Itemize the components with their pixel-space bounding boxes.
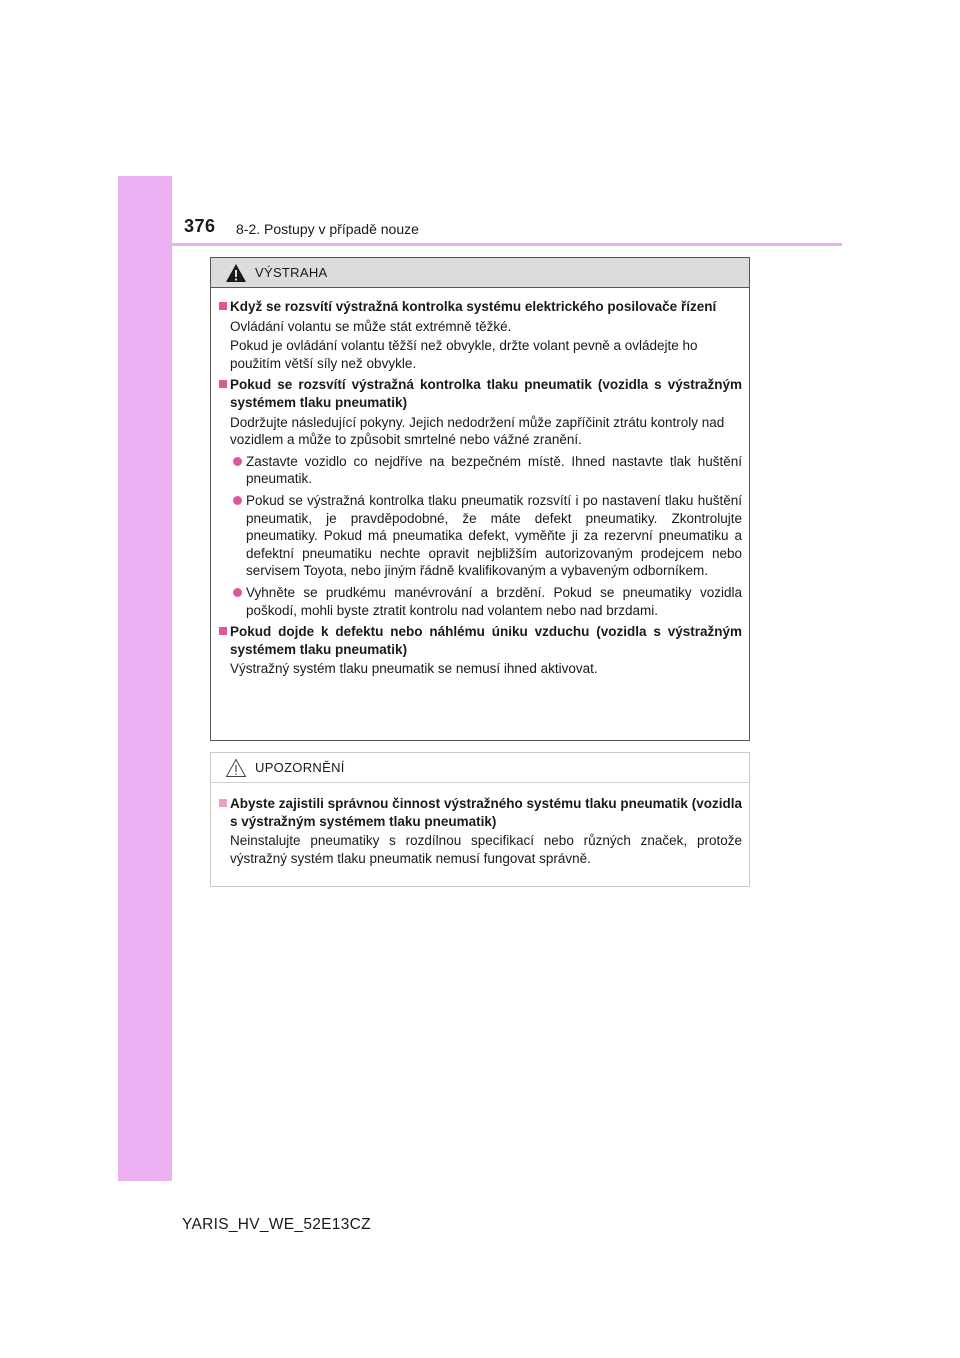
- page-number: 376: [184, 216, 216, 236]
- warning-item-tire-pressure: [219, 376, 742, 619]
- round-bullet-icon: [233, 457, 242, 466]
- item-heading: Pokud se rozsvítí výstražná kontrolka tlaku pneumatik (vozidla s výstražným systémem tlaku pneumatik): [230, 377, 742, 410]
- bullet-text: Zastavte vozidlo co nejdříve na bezpečném místě. Ihned nastavte tlak huštění pneumatik.: [246, 453, 742, 487]
- item-heading: Když se rozsvítí výstražná kontrolka systému elektrického posilovače řízení: [230, 299, 717, 314]
- square-bullet-icon: [219, 627, 227, 635]
- warning-title: VÝSTRAHA: [255, 265, 328, 280]
- item-text: Pokud je ovládání volantu těžší než obvykle, držte volant pevně a ovládejte ho použitím větší síly než obvykle.: [230, 338, 698, 371]
- warning-item-power-steering: [219, 298, 742, 372]
- warning-filled-triangle-icon: [225, 263, 247, 283]
- document-code: YARIS_HV_WE_52E13CZ: [182, 1216, 371, 1233]
- bullet-text: Vyhněte se prudkému manévrování a brzdění. Pokud se pneumatiky vozidla poškodí, mohli byste ztratit kontrolu nad volantem nebo nad brzdami.: [246, 584, 742, 618]
- list-item: [230, 492, 742, 580]
- item-text: Neinstalujte pneumatiky s rozdílnou specifikací nebo různých značek, protože výstražný systém tlaku pneumatik nemusí fungovat správně.: [230, 833, 742, 866]
- section-title: 8-2. Postupy v případě nouze: [236, 221, 419, 237]
- round-bullet-icon: [233, 588, 242, 597]
- item-text: Dodržujte následující pokyny. Jejich nedodržení může zapříčinit ztrátu kontroly nad vozidlem a může to způsobit smrtelné nebo vážné zranění.: [230, 414, 725, 448]
- side-color-band: [118, 176, 172, 1181]
- item-text: Výstražný systém tlaku pneumatik se nemusí ihned aktivovat.: [230, 661, 598, 677]
- square-bullet-icon: [219, 302, 227, 310]
- square-bullet-icon: [219, 799, 227, 807]
- item-heading: Pokud dojde k defektu nebo náhlému úniku vzduchu (vozidla s výstražným systémem tlaku pneumatik): [230, 624, 742, 657]
- warning-item-air-leak: [219, 623, 742, 678]
- caution-header: [211, 753, 749, 783]
- caution-item-tire-system: [219, 795, 742, 867]
- bullet-text: Pokud se výstražná kontrolka tlaku pneumatik rozsvítí i po nastavení tlaku huštění pneumatik, je pravděpodobné, že máte defekt pneumatiky. Zkontrolujte pneumatiky. Pokud má pneumatika defekt, vyměňte ji za rezervní pneumatiku a defektní pneumatiku nechte opravit nejbližším autorizovaným prodejcem nebo servisem Toyota, nebo jiným řádně kvalifikovaným a vybaveným odborníkem.: [246, 492, 742, 579]
- list-item: [230, 453, 742, 488]
- caution-box: [210, 752, 750, 887]
- square-bullet-icon: [219, 380, 227, 388]
- warning-header: [211, 258, 749, 288]
- caution-outline-triangle-icon: [225, 758, 247, 778]
- warning-box: [210, 257, 750, 741]
- caution-title: UPOZORNĚNÍ: [255, 760, 345, 775]
- round-bullet-icon: [233, 496, 242, 505]
- list-item: [230, 584, 742, 619]
- warning-body: [211, 288, 749, 678]
- item-heading: Abyste zajistili správnou činnost výstražného systému tlaku pneumatik (vozidla s výstražným systémem tlaku pneumatik): [230, 796, 742, 829]
- item-text: Ovládání volantu se může stát extrémně těžké.: [230, 318, 512, 334]
- caution-body: [211, 783, 749, 867]
- header-rule: [172, 243, 842, 246]
